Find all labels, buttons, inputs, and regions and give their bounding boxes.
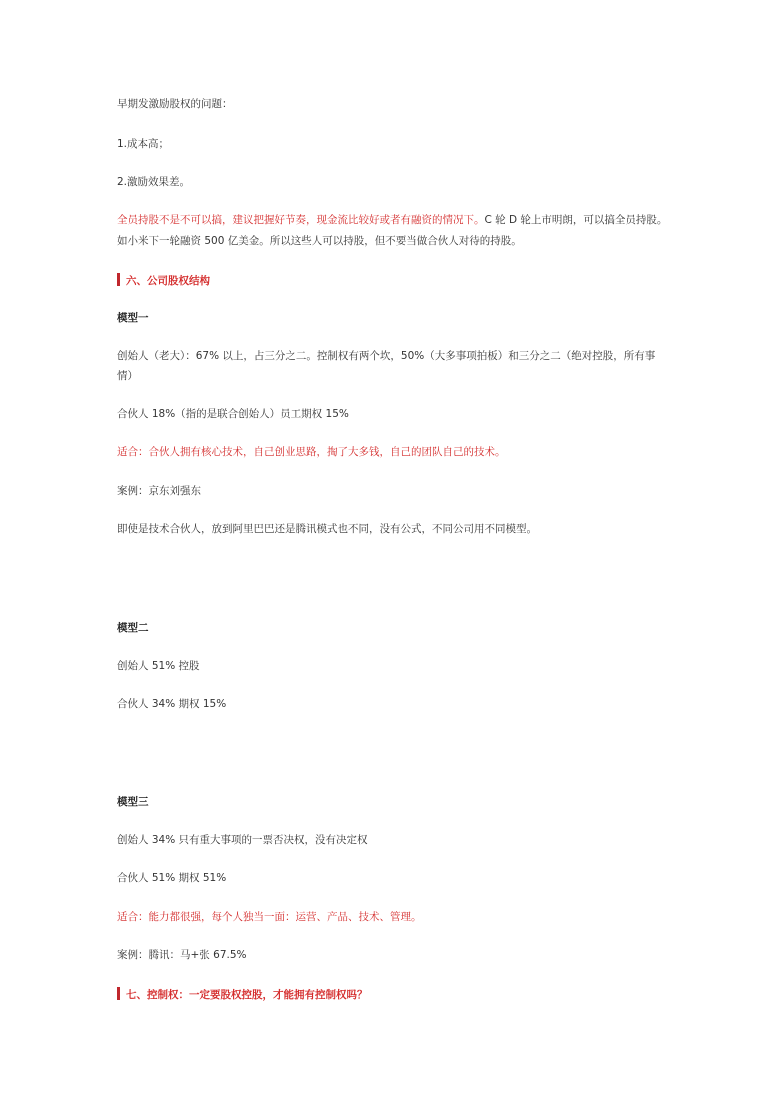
heading-bar-marker <box>117 273 120 286</box>
model-3-founder: 创始人 34% 只有重大事项的一票否决权，没有决定权 <box>117 834 368 846</box>
model-1-case: 案例：京东刘强东 <box>117 485 201 497</box>
section-7-heading-text: 七、控制权：一定要股权控股，才能拥有控制权吗？ <box>126 989 368 1001</box>
model-2-partner: 合伙人 34% 期权 15% <box>117 698 227 710</box>
section-6-heading <box>117 273 210 288</box>
model-1-fit: 适合：合伙人拥有核心技术，自己创业思路，掏了大多钱，自己的团队自己的技术。 <box>117 446 506 458</box>
heading-bar-marker <box>117 987 120 1000</box>
full-staff-note-dark: C 轮 D 轮上市明朗，可以搞全员持股。 <box>484 214 668 226</box>
full-staff-note-line-2: 如小米下一轮融资 500 亿美金。所以这些人可以持股，但不要当做合伙人对待的持股。 <box>117 235 522 247</box>
early-equity-title: 早期发激励股权的问题： <box>117 98 233 110</box>
model-1-partner: 合伙人 18%（指的是联合创始人）员工期权 15% <box>117 408 349 420</box>
model-1-founder-line-1: 创始人（老大）：67% 以上，占三分之二。控制权有两个坎，50%（大多事项拍板）和三分之二（绝对控股，所有事 <box>117 350 656 362</box>
model-3-case: 案例：腾讯：马+张 67.5% <box>117 949 247 961</box>
model-1-note: 即使是技术合伙人，放到阿里巴巴还是腾讯模式也不同，没有公式，不同公司用不同模型。 <box>117 523 537 535</box>
model-1-founder-line-2: 情） <box>117 370 138 382</box>
section-7-heading <box>117 987 368 1002</box>
full-staff-note-red: 全员持股不是不可以搞，建议把握好节奏，现金流比较好或者有融资的情况下。 <box>117 214 485 226</box>
model-1-title: 模型一 <box>117 312 149 324</box>
full-staff-note-line-1 <box>117 213 667 227</box>
section-6-heading-text: 六、公司股权结构 <box>126 275 210 287</box>
model-3-fit: 适合：能力都很强，每个人独当一面：运营、产品、技术、管理。 <box>117 911 422 923</box>
model-2-title: 模型二 <box>117 622 149 634</box>
model-2-founder: 创始人 51% 控股 <box>117 660 200 672</box>
early-equity-item-2: 2.激励效果差。 <box>117 176 191 188</box>
model-3-partner: 合伙人 51% 期权 51% <box>117 872 227 884</box>
early-equity-item-1: 1.成本高； <box>117 138 170 150</box>
model-3-title: 模型三 <box>117 796 149 808</box>
